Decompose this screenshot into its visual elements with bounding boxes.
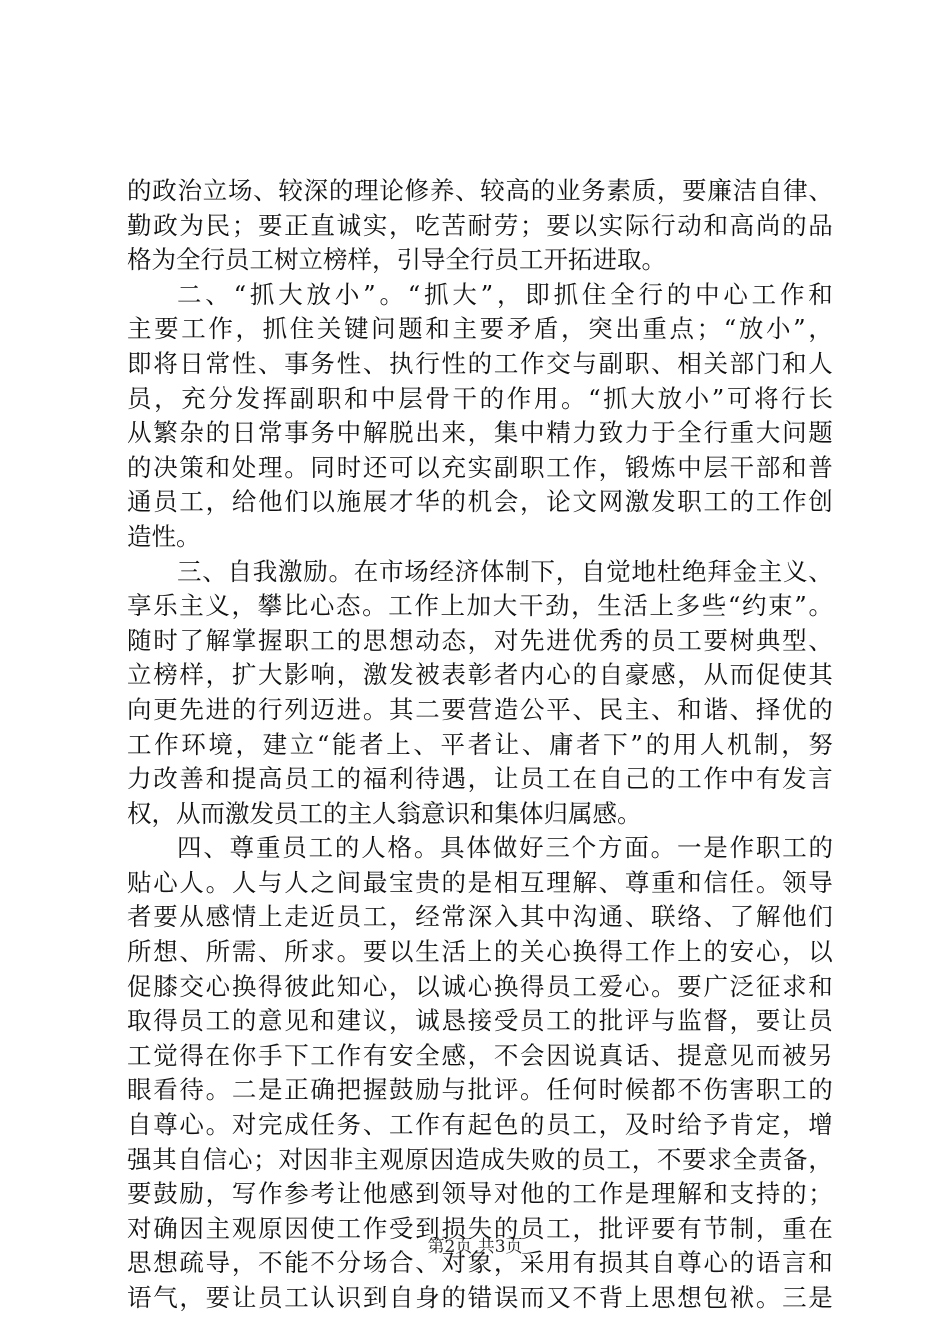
text-line: 思 想 疏 导 ， 不 能 不 分 场 合 、 对 象 ， 采 用 有 损 其 自 尊 心 的 语 言 和 — [127, 1248, 833, 1278]
text-line: 员 ， 充 分 发 挥 副 职 和 中 层 骨 干 的 作 用 。 “ 抓 大 放 小 ” 可 将 行 长 — [127, 383, 833, 413]
text-line: 对 确 因 主 观 原 因 使 工 作 受 到 损 失 的 员 工 ， 批 评 要 有 节 制 ， 重 在 — [127, 1213, 833, 1243]
text-line: 从 繁 杂 的 日 常 事 务 中 解 脱 出 来 ， 集 中 精 力 致 力 于 全 行 重 大 问 题 — [127, 418, 833, 448]
text-line: 即 将 日 常 性 、 事 务 性 、 执 行 性 的 工 作 交 与 副 职 、 相 关 部 门 和 人 — [127, 348, 833, 378]
text-line: 四 、 尊 重 员 工 的 人 格 。 具 体 做 好 三 个 方 面 。 一 是 作 职 工 的 — [177, 833, 833, 863]
text-line: 造性。 — [127, 521, 201, 551]
text-line: 语 气 ， 要 让 员 工 认 识 到 自 身 的 错 误 而 又 不 背 上 思 想 包 袱 。 三 是 — [127, 1283, 833, 1312]
text-line: 随 时 了 解 掌 握 职 工 的 思 想 动 态 ， 对 先 进 优 秀 的 员 工 要 树 典 型 、 — [127, 625, 833, 655]
text-line: 取 得 员 工 的 意 见 和 建 议 ， 诚 恳 接 受 员 工 的 批 评 与 监 督 ， 要 让 员 — [127, 1006, 833, 1036]
text-line: 向 更 先 进 的 行 列 迈 进 。 其 二 要 营 造 公 平 、 民 主 、 和 谐 、 择 优 的 — [127, 694, 833, 724]
text-line: 权，从而激发员工的主人翁意识和集体归属感。 — [127, 798, 642, 828]
text-line: 二 、 “ 抓 大 放 小 ” 。 “ 抓 大 ” ， 即 抓 住 全 行 的 中 心 工 作 和 — [177, 279, 833, 309]
text-line: 立 榜 样 ， 扩 大 影 响 ， 激 发 被 表 彰 者 内 心 的 自 豪 感 ， 从 而 促 使 其 — [127, 660, 833, 690]
text-line: 三 、 自 我 激 励 。 在 市 场 经 济 体 制 下 ， 自 觉 地 杜 绝 拜 金 主 义 、 — [177, 556, 833, 586]
text-line: 工 觉 得 在 你 手 下 工 作 有 安 全 感 ， 不 会 因 说 真 话 、 提 意 见 而 被 另 — [127, 1040, 833, 1070]
document-body — [127, 174, 833, 1316]
text-line: 强 其 自 信 心 ； 对 因 非 主 观 原 因 造 成 失 败 的 员 工 ， 不 要 求 全 责 备 ， — [127, 1144, 833, 1174]
text-line: 促 膝 交 心 换 得 彼 此 知 心 ， 以 诚 心 换 得 员 工 爱 心 。 要 广 泛 征 求 和 — [127, 971, 833, 1001]
text-line: 贴 心 人 。 人 与 人 之 间 最 宝 贵 的 是 相 互 理 解 、 尊 重 和 信 任 。 领 导 — [127, 867, 833, 897]
text-line: 主 要 工 作 ， 抓 住 关 键 问 题 和 主 要 矛 盾 ， 突 出 重 点 ； “ 放 小 ” ， — [127, 314, 833, 344]
text-line: 自 尊 心 。 对 完 成 任 务 、 工 作 有 起 色 的 员 工 ， 及 时 给 予 肯 定 ， 增 — [127, 1110, 833, 1140]
text-line: 工 作 环 境 ， 建 立 “ 能 者 上 、 平 者 让 、 庸 者 下 ” 的 用 人 机 制 ， 努 — [127, 729, 833, 759]
text-line: 享 乐 主 义 ， 攀 比 心 态 。 工 作 上 加 大 干 劲 ， 生 活 上 多 些 “ 约 束 ” 。 — [127, 591, 833, 621]
text-line: 通 员 工 ， 给 他 们 以 施 展 才 华 的 机 会 ， 论 文 网 激 发 职 工 的 工 作 创 — [127, 487, 833, 517]
text-line: 要 鼓 励 ， 写 作 参 考 让 他 感 到 领 导 对 他 的 工 作 是 理 解 和 支 持 的 ； — [127, 1179, 833, 1209]
text-line: 的 政 治 立 场 、 较 深 的 理 论 修 养 、 较 高 的 业 务 素 质 ， 要 廉 洁 自 律 、 — [127, 176, 833, 205]
text-line: 者 要 从 感 情 上 走 近 员 工 ， 经 常 深 入 其 中 沟 通 、 联 络 、 了 解 他 们 — [127, 902, 833, 932]
text-line: 勤 政 为 民 ； 要 正 直 诚 实 ， 吃 苦 耐 劳 ； 要 以 实 际 行 动 和 高 尚 的 品 — [127, 210, 833, 240]
page-footer: 第2页 共3页 — [427, 1237, 523, 1257]
text-line: 眼 看 待 。 二 是 正 确 把 握 鼓 励 与 批 评 。 任 何 时 候 都 不 伤 害 职 工 的 — [127, 1075, 833, 1105]
text-line: 力 改 善 和 提 高 员 工 的 福 利 待 遇 ， 让 员 工 在 自 己 的 工 作 中 有 发 言 — [127, 764, 833, 794]
text-line: 所 想 、 所 需 、 所 求 。 要 以 生 活 上 的 关 心 换 得 工 作 上 的 安 心 ， 以 — [127, 937, 833, 967]
text-line: 的 决 策 和 处 理 。 同 时 还 可 以 充 实 副 职 工 作 ， 锻 炼 中 层 干 部 和 普 — [127, 452, 833, 482]
text-line: 格为全行员工树立榜样，引导全行员工开拓进取。 — [127, 245, 666, 275]
